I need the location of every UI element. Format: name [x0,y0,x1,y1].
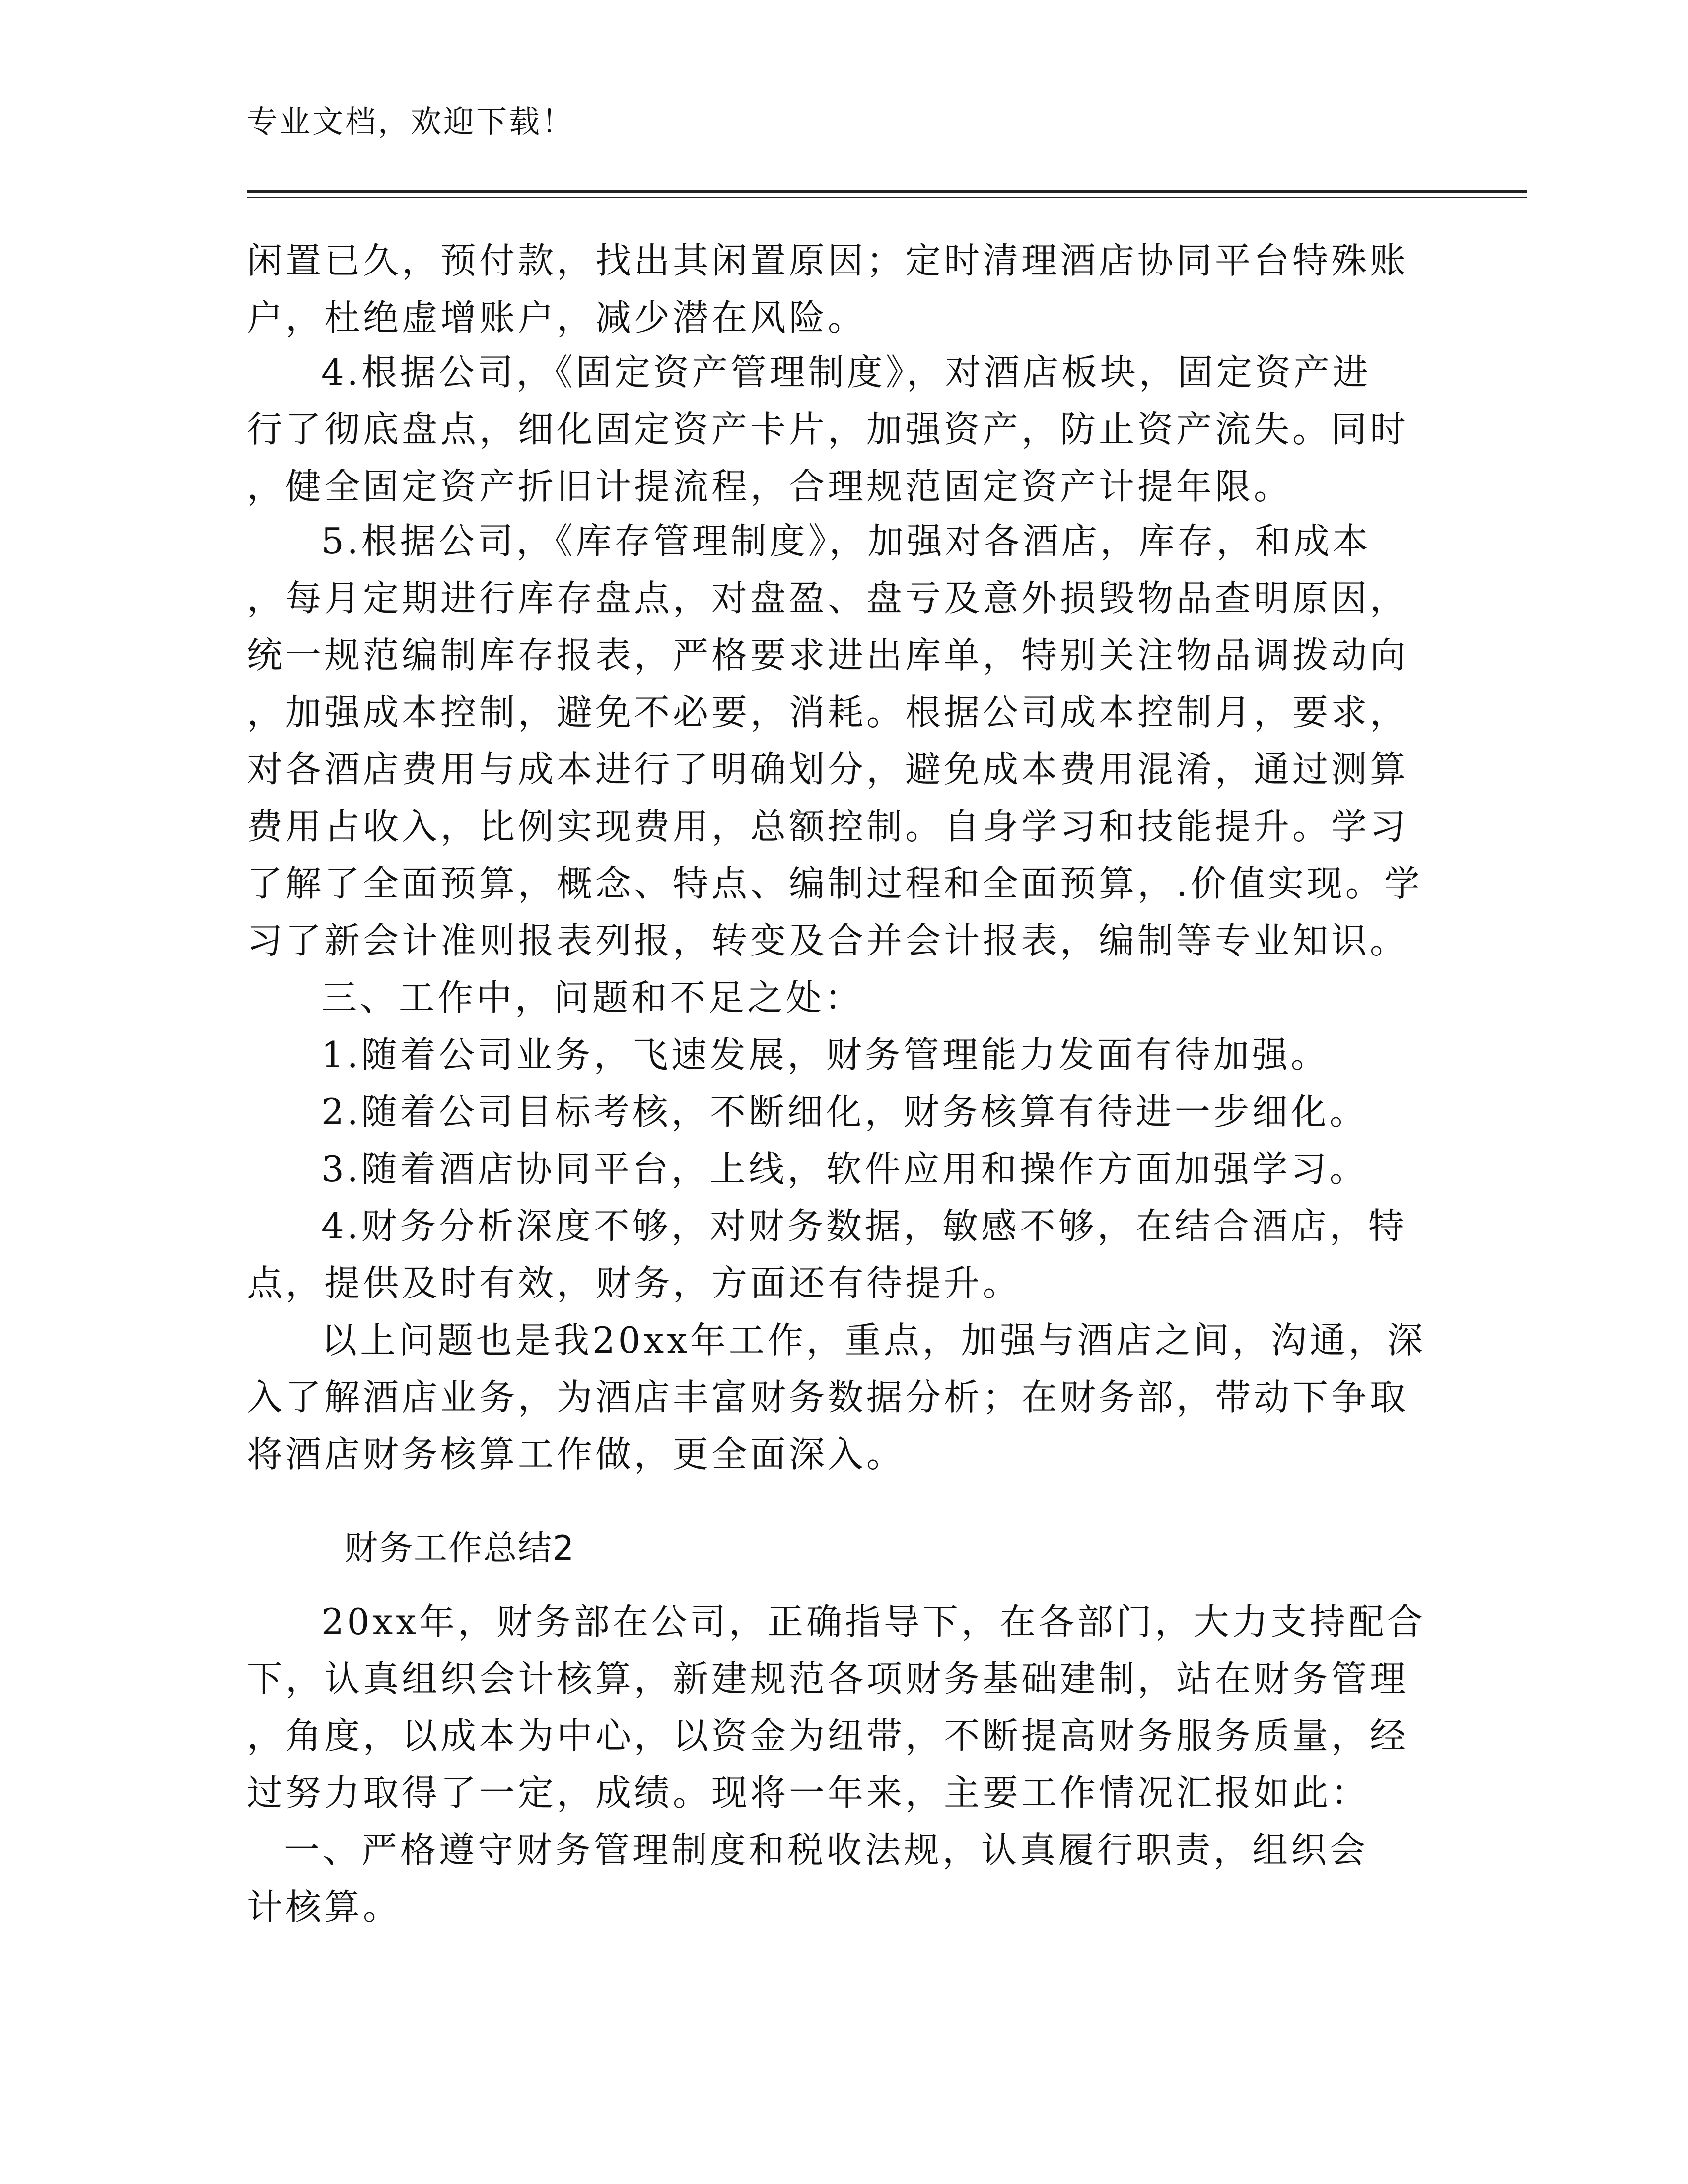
text-line: 20xx年，财务部在公司，正确指导下，在各部门，大力支持配合 [321,1601,1426,1642]
paragraph-summary-2 [247,1593,1428,1936]
text-line: 对各酒店费用与成本进行了明确划分，避免成本费用混淆，通过测算 [247,749,1409,790]
text-line: 点，提供及时有效，财务，方面还有待提升。 [247,1262,1022,1304]
text-line: 行了彻底盘点，细化固定资产卡片，加强资产，防止资产流失。同时 [247,409,1409,450]
text-line: 以上问题也是我20xx年工作，重点，加强与酒店之间，沟通，深 [321,1319,1426,1361]
paragraph-inventory [247,513,1428,969]
header-divider-thick [247,190,1527,193]
text-line: 1.随着公司业务，飞速发展，财务管理能力发面有待加强。 [321,1034,1330,1076]
text-line: 费用占收入，比例实现费用，总额控制。自身学习和技能提升。学习 [247,806,1409,847]
text-line: 2.随着公司目标考核，不断细化，财务核算有待进一步细化。 [321,1091,1368,1133]
header-divider-thin [247,197,1527,198]
text-line: 一、严格遵守财务管理制度和税收法规，认真履行职责，组织会 [284,1829,1369,1871]
text-line: 统一规范编制库存报表，严格要求进出库单，特别关注物品调拨动向 [247,634,1409,676]
text-line: 闲置已久，预付款，找出其闲置原因；定时清理酒店协同平台特殊账 [247,240,1409,281]
section-title: 财务工作总结2 [344,1529,575,1568]
text-line: 5.根据公司，《库存管理制度》，加强对各酒店，库存，和成本 [321,520,1371,562]
text-line: ，角度，以成本为中心，以资金为纽带，不断提高财务服务质量，经 [247,1715,1409,1757]
text-line: 4.财务分析深度不够，对财务数据，敏感不够，在结合酒店，特 [321,1205,1407,1247]
text-line: 了解了全面预算，概念、特点、编制过程和全面预算，.价值实现。学 [247,863,1423,904]
text-line: ，每月定期进行库存盘点，对盘盈、盘亏及意外损毁物品查明原因， [247,577,1409,619]
text-line: 将酒店财务核算工作做，更全面深入。 [247,1433,906,1475]
text-line: 户，杜绝虚增账户，减少潜在风险。 [247,297,867,339]
paragraph-idle-funds [247,232,1428,346]
text-line: 三、工作中，问题和不足之处： [321,977,864,1019]
text-line: 计核算。 [247,1886,402,1928]
text-line: 4.根据公司，《固定资产管理制度》，对酒店板块，固定资产进 [321,351,1371,393]
paragraph-problems [247,969,1428,1483]
text-line: 过努力取得了一定，成绩。现将一年来，主要工作情况汇报如此： [247,1772,1370,1814]
text-line: ，加强成本控制，避免不必要，消耗。根据公司成本控制月，要求， [247,691,1409,733]
text-line: ，健全固定资产折旧计提流程，合理规范固定资产计提年限。 [247,466,1293,507]
text-line: 习了新会计准则报表列报，转变及合并会计报表，编制等专业知识。 [247,920,1409,961]
text-line: 3.随着酒店协同平台，上线，软件应用和操作方面加强学习。 [321,1148,1368,1190]
paragraph-fixed-assets [247,344,1428,515]
text-line: 下，认真组织会计核算，新建规范各项财务基础建制，站在财务管理 [247,1658,1409,1700]
document-header: 专业文档，欢迎下载！ [247,103,575,139]
text-line: 入了解酒店业务，为酒店丰富财务数据分析；在财务部，带动下争取 [247,1376,1409,1418]
